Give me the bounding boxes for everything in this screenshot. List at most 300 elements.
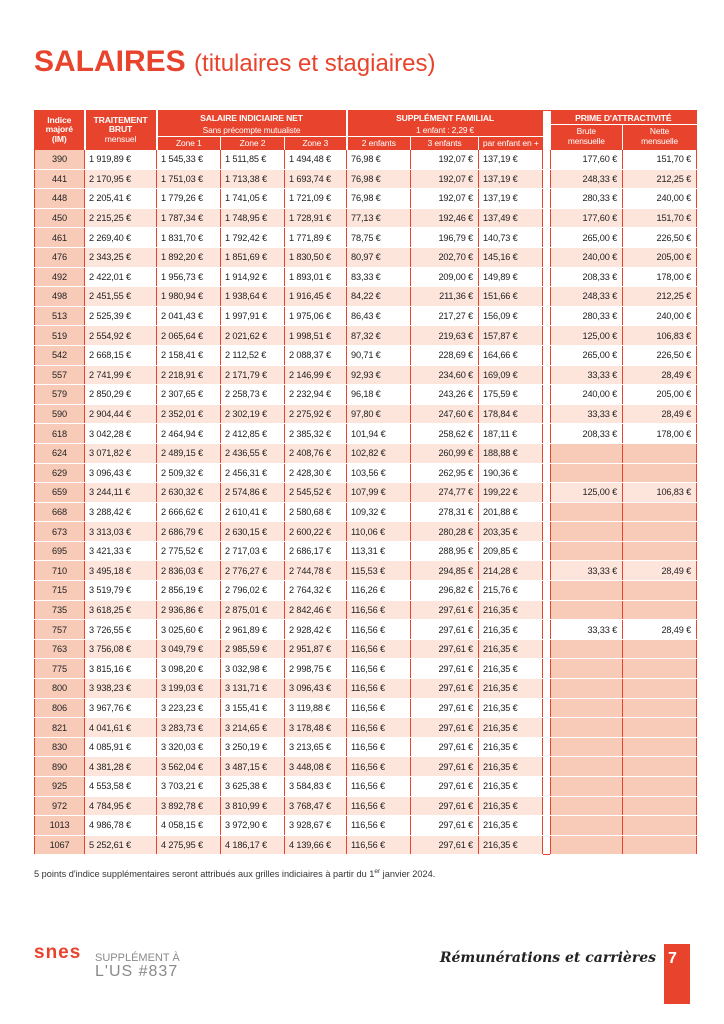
- header-prime: PRIME D'ATTRACTIVITÉ: [551, 111, 697, 125]
- table-row: [35, 424, 697, 444]
- prime-nette-cell: 212,25 €: [623, 287, 697, 307]
- prime-nette-cell: [623, 718, 697, 738]
- zone-2-cell: 1 511,85 €: [221, 150, 285, 170]
- prime-brute-cell: 33,33 €: [551, 561, 623, 581]
- zone-1-cell: 3 199,03 €: [157, 679, 221, 699]
- sft-3-enfants-cell: 297,61 €: [411, 796, 479, 816]
- zone-1-cell: 4 058,15 €: [157, 816, 221, 836]
- prime-nette-cell: [623, 698, 697, 718]
- zone-3-cell: 3 928,67 €: [285, 816, 347, 836]
- table-row: [35, 189, 697, 209]
- sft-par-enfant-cell: 216,35 €: [479, 639, 543, 659]
- sft-2-enfants-cell: 116,56 €: [347, 639, 411, 659]
- sft-2-enfants-cell: 97,80 €: [347, 404, 411, 424]
- prime-nette-cell: 178,00 €: [623, 267, 697, 287]
- zone-2-cell: 2 875,01 €: [221, 600, 285, 620]
- header-zone-2: Zone 2: [221, 136, 285, 150]
- index-cell: 890: [35, 757, 85, 777]
- prime-brute-cell: 248,33 €: [551, 169, 623, 189]
- sft-par-enfant-cell: 216,35 €: [479, 718, 543, 738]
- sft-par-enfant-cell: 137,19 €: [479, 150, 543, 170]
- sft-par-enfant-cell: 187,11 €: [479, 424, 543, 444]
- sft-2-enfants-cell: 109,32 €: [347, 502, 411, 522]
- issue-label: L'US #837: [95, 963, 179, 980]
- traitement-brut-cell: 4 041,61 €: [85, 718, 157, 738]
- zone-3-cell: 1 721,09 €: [285, 189, 347, 209]
- traitement-brut-cell: 5 252,61 €: [85, 835, 157, 855]
- prime-brute-cell: [551, 737, 623, 757]
- sft-3-enfants-cell: 243,26 €: [411, 385, 479, 405]
- traitement-brut-cell: 3 071,82 €: [85, 443, 157, 463]
- spacer-cell: [543, 385, 551, 405]
- sft-par-enfant-cell: 203,35 €: [479, 522, 543, 542]
- zone-2-cell: 3 810,99 €: [221, 796, 285, 816]
- spacer-cell: [543, 522, 551, 542]
- zone-2-cell: 2 412,85 €: [221, 424, 285, 444]
- sft-par-enfant-cell: 137,19 €: [479, 189, 543, 209]
- prime-brute-cell: [551, 816, 623, 836]
- index-cell: 450: [35, 208, 85, 228]
- traitement-brut-cell: 2 741,99 €: [85, 365, 157, 385]
- zone-2-cell: 3 155,41 €: [221, 698, 285, 718]
- traitement-brut-cell: 2 269,40 €: [85, 228, 157, 248]
- spacer-cell: [543, 679, 551, 699]
- prime-brute-cell: [551, 581, 623, 601]
- prime-brute-cell: [551, 463, 623, 483]
- sft-2-enfants-cell: 116,56 €: [347, 659, 411, 679]
- sft-par-enfant-cell: 216,35 €: [479, 659, 543, 679]
- traitement-brut-cell: 3 244,11 €: [85, 483, 157, 503]
- prime-brute-cell: [551, 796, 623, 816]
- traitement-brut-cell: 4 085,91 €: [85, 737, 157, 757]
- index-cell: 659: [35, 483, 85, 503]
- prime-brute-cell: [551, 718, 623, 738]
- zone-3-cell: 2 744,78 €: [285, 561, 347, 581]
- sft-par-enfant-cell: 175,59 €: [479, 385, 543, 405]
- zone-1-cell: 2 509,32 €: [157, 463, 221, 483]
- sft-2-enfants-cell: 80,97 €: [347, 247, 411, 267]
- traitement-brut-cell: 2 170,95 €: [85, 169, 157, 189]
- prime-brute-cell: 208,33 €: [551, 267, 623, 287]
- sft-2-enfants-cell: 116,56 €: [347, 816, 411, 836]
- sft-2-enfants-cell: 103,56 €: [347, 463, 411, 483]
- sft-2-enfants-cell: 116,56 €: [347, 757, 411, 777]
- sft-3-enfants-cell: 294,85 €: [411, 561, 479, 581]
- zone-2-cell: 3 625,38 €: [221, 777, 285, 797]
- zone-3-cell: 2 146,99 €: [285, 365, 347, 385]
- sft-3-enfants-cell: 192,07 €: [411, 150, 479, 170]
- table-row: [35, 757, 697, 777]
- sft-par-enfant-cell: 164,66 €: [479, 345, 543, 365]
- prime-nette-cell: [623, 502, 697, 522]
- zone-1-cell: 2 158,41 €: [157, 345, 221, 365]
- spacer-cell: [543, 541, 551, 561]
- spacer-cell: [543, 581, 551, 601]
- salary-table: [34, 110, 697, 855]
- sft-par-enfant-cell: 145,16 €: [479, 247, 543, 267]
- traitement-brut-cell: 3 288,42 €: [85, 502, 157, 522]
- supplement-label: SUPPLÉMENT À L'US #837: [95, 952, 180, 980]
- table-row: [35, 228, 697, 248]
- zone-3-cell: 3 213,65 €: [285, 737, 347, 757]
- traitement-brut-cell: 2 215,25 €: [85, 208, 157, 228]
- index-cell: 618: [35, 424, 85, 444]
- sft-3-enfants-cell: 192,07 €: [411, 189, 479, 209]
- zone-2-cell: 2 610,41 €: [221, 502, 285, 522]
- sft-2-enfants-cell: 101,94 €: [347, 424, 411, 444]
- prime-brute-cell: 265,00 €: [551, 228, 623, 248]
- prime-nette-cell: 106,83 €: [623, 326, 697, 346]
- zone-1-cell: 2 666,62 €: [157, 502, 221, 522]
- index-cell: 624: [35, 443, 85, 463]
- zone-3-cell: 2 928,42 €: [285, 620, 347, 640]
- prime-nette-cell: [623, 600, 697, 620]
- index-cell: 590: [35, 404, 85, 424]
- index-cell: 513: [35, 306, 85, 326]
- zone-1-cell: 2 041,43 €: [157, 306, 221, 326]
- index-cell: 1067: [35, 835, 85, 855]
- sft-2-enfants-cell: 113,31 €: [347, 541, 411, 561]
- sft-par-enfant-cell: 178,84 €: [479, 404, 543, 424]
- header-gap: [543, 111, 551, 150]
- zone-2-cell: 2 574,86 €: [221, 483, 285, 503]
- zone-3-cell: 1 494,48 €: [285, 150, 347, 170]
- traitement-brut-cell: 2 422,01 €: [85, 267, 157, 287]
- zone-3-cell: 2 580,68 €: [285, 502, 347, 522]
- prime-nette-cell: [623, 796, 697, 816]
- zone-2-cell: 1 748,95 €: [221, 208, 285, 228]
- sft-3-enfants-cell: 288,95 €: [411, 541, 479, 561]
- prime-nette-cell: [623, 679, 697, 699]
- zone-3-cell: 3 119,88 €: [285, 698, 347, 718]
- prime-brute-cell: 240,00 €: [551, 247, 623, 267]
- zone-2-cell: 1 914,92 €: [221, 267, 285, 287]
- sft-2-enfants-cell: 78,75 €: [347, 228, 411, 248]
- prime-nette-cell: [623, 639, 697, 659]
- index-cell: 757: [35, 620, 85, 640]
- index-cell: 806: [35, 698, 85, 718]
- index-cell: 498: [35, 287, 85, 307]
- index-cell: 629: [35, 463, 85, 483]
- sft-3-enfants-cell: 202,70 €: [411, 247, 479, 267]
- spacer-cell: [543, 443, 551, 463]
- prime-brute-cell: 33,33 €: [551, 620, 623, 640]
- sft-2-enfants-cell: 116,56 €: [347, 620, 411, 640]
- sft-par-enfant-cell: 216,35 €: [479, 777, 543, 797]
- zone-1-cell: 1 779,26 €: [157, 189, 221, 209]
- traitement-brut-cell: 3 042,28 €: [85, 424, 157, 444]
- sft-2-enfants-cell: 102,82 €: [347, 443, 411, 463]
- spacer-cell: [543, 737, 551, 757]
- sft-par-enfant-cell: 215,76 €: [479, 581, 543, 601]
- sft-par-enfant-cell: 216,35 €: [479, 816, 543, 836]
- sft-3-enfants-cell: 260,99 €: [411, 443, 479, 463]
- table-row: [35, 777, 697, 797]
- sft-3-enfants-cell: 297,61 €: [411, 737, 479, 757]
- traitement-brut-cell: 2 668,15 €: [85, 345, 157, 365]
- prime-nette-cell: 226,50 €: [623, 345, 697, 365]
- sft-2-enfants-cell: 86,43 €: [347, 306, 411, 326]
- table-row: [35, 150, 697, 170]
- sft-3-enfants-cell: 297,61 €: [411, 620, 479, 640]
- sft-3-enfants-cell: 192,46 €: [411, 208, 479, 228]
- index-cell: 972: [35, 796, 85, 816]
- sft-2-enfants-cell: 116,56 €: [347, 737, 411, 757]
- page-title: [34, 44, 435, 82]
- zone-3-cell: 3 178,48 €: [285, 718, 347, 738]
- header-prime-nette: Nette mensuelle: [623, 125, 697, 150]
- spacer-cell: [543, 796, 551, 816]
- spacer-cell: [543, 287, 551, 307]
- index-cell: 492: [35, 267, 85, 287]
- page-tab: 7: [664, 944, 690, 1004]
- prime-brute-cell: 33,33 €: [551, 404, 623, 424]
- sft-2-enfants-cell: 116,56 €: [347, 718, 411, 738]
- prime-nette-cell: 205,00 €: [623, 385, 697, 405]
- zone-2-cell: 3 032,98 €: [221, 659, 285, 679]
- traitement-brut-cell: 3 096,43 €: [85, 463, 157, 483]
- zone-3-cell: 1 893,01 €: [285, 267, 347, 287]
- sft-2-enfants-cell: 116,56 €: [347, 796, 411, 816]
- sft-2-enfants-cell: 92,93 €: [347, 365, 411, 385]
- spacer-cell: [543, 816, 551, 836]
- prime-nette-cell: [623, 757, 697, 777]
- spacer-cell: [543, 561, 551, 581]
- zone-3-cell: 2 275,92 €: [285, 404, 347, 424]
- table-row: [35, 326, 697, 346]
- prime-brute-cell: 177,60 €: [551, 150, 623, 170]
- prime-brute-cell: [551, 600, 623, 620]
- prime-nette-cell: [623, 541, 697, 561]
- zone-2-cell: 3 131,71 €: [221, 679, 285, 699]
- zone-2-cell: 3 972,90 €: [221, 816, 285, 836]
- header-net: SALAIRE INDICIAIRE NET: [157, 111, 347, 125]
- prime-nette-cell: [623, 443, 697, 463]
- zone-1-cell: 3 049,79 €: [157, 639, 221, 659]
- prime-brute-cell: 33,33 €: [551, 365, 623, 385]
- sft-3-enfants-cell: 192,07 €: [411, 169, 479, 189]
- spacer-cell: [543, 777, 551, 797]
- prime-nette-cell: [623, 816, 697, 836]
- index-cell: 830: [35, 737, 85, 757]
- zone-3-cell: 4 139,66 €: [285, 835, 347, 855]
- zone-2-cell: 2 961,89 €: [221, 620, 285, 640]
- sft-2-enfants-cell: 116,56 €: [347, 835, 411, 855]
- prime-nette-cell: [623, 835, 697, 855]
- prime-brute-cell: 280,33 €: [551, 306, 623, 326]
- index-cell: 476: [35, 247, 85, 267]
- sft-3-enfants-cell: 297,61 €: [411, 659, 479, 679]
- zone-2-cell: 2 630,15 €: [221, 522, 285, 542]
- sft-par-enfant-cell: 216,35 €: [479, 620, 543, 640]
- sft-par-enfant-cell: 169,09 €: [479, 365, 543, 385]
- spacer-cell: [543, 189, 551, 209]
- spacer-cell: [543, 150, 551, 170]
- table-row: [35, 385, 697, 405]
- zone-3-cell: 2 385,32 €: [285, 424, 347, 444]
- traitement-brut-cell: 3 967,76 €: [85, 698, 157, 718]
- zone-2-cell: 1 851,69 €: [221, 247, 285, 267]
- traitement-brut-cell: 1 919,89 €: [85, 150, 157, 170]
- prime-nette-cell: 178,00 €: [623, 424, 697, 444]
- header-sft: SUPPLÉMENT FAMILIAL: [347, 111, 543, 125]
- sft-3-enfants-cell: 296,82 €: [411, 581, 479, 601]
- sft-3-enfants-cell: 297,61 €: [411, 757, 479, 777]
- sft-2-enfants-cell: 116,56 €: [347, 600, 411, 620]
- sft-2-enfants-cell: 116,26 €: [347, 581, 411, 601]
- sft-par-enfant-cell: 149,89 €: [479, 267, 543, 287]
- header-prime-brute: Brute mensuelle: [551, 125, 623, 150]
- zone-3-cell: 2 088,37 €: [285, 345, 347, 365]
- zone-1-cell: 2 218,91 €: [157, 365, 221, 385]
- zone-2-cell: 1 713,38 €: [221, 169, 285, 189]
- sft-par-enfant-cell: 137,49 €: [479, 208, 543, 228]
- footnote: 5 points d'indice supplémentaires seront attribués aux grilles indiciaires à partir du 1er janvier 2024.: [34, 868, 436, 880]
- sft-2-enfants-cell: 87,32 €: [347, 326, 411, 346]
- sft-par-enfant-cell: 214,28 €: [479, 561, 543, 581]
- sft-par-enfant-cell: 216,35 €: [479, 698, 543, 718]
- sft-2-enfants-cell: 83,33 €: [347, 267, 411, 287]
- zone-1-cell: 2 464,94 €: [157, 424, 221, 444]
- spacer-cell: [543, 600, 551, 620]
- zone-3-cell: 1 830,50 €: [285, 247, 347, 267]
- prime-nette-cell: [623, 659, 697, 679]
- traitement-brut-cell: 2 525,39 €: [85, 306, 157, 326]
- prime-nette-cell: [623, 737, 697, 757]
- zone-1-cell: 3 562,04 €: [157, 757, 221, 777]
- prime-nette-cell: 240,00 €: [623, 189, 697, 209]
- traitement-brut-cell: 3 815,16 €: [85, 659, 157, 679]
- prime-brute-cell: 125,00 €: [551, 326, 623, 346]
- sft-par-enfant-cell: 216,35 €: [479, 796, 543, 816]
- prime-brute-cell: [551, 757, 623, 777]
- sft-3-enfants-cell: 217,27 €: [411, 306, 479, 326]
- zone-3-cell: 3 448,08 €: [285, 757, 347, 777]
- zone-2-cell: 1 938,64 €: [221, 287, 285, 307]
- index-cell: 925: [35, 777, 85, 797]
- traitement-brut-cell: 3 756,08 €: [85, 639, 157, 659]
- header-par-enfant: par enfant en +: [479, 136, 543, 150]
- index-cell: 519: [35, 326, 85, 346]
- table-row: [35, 541, 697, 561]
- index-cell: 579: [35, 385, 85, 405]
- spacer-cell: [543, 326, 551, 346]
- index-cell: 695: [35, 541, 85, 561]
- prime-brute-cell: [551, 502, 623, 522]
- zone-3-cell: 1 693,74 €: [285, 169, 347, 189]
- sft-3-enfants-cell: 211,36 €: [411, 287, 479, 307]
- zone-3-cell: 2 951,87 €: [285, 639, 347, 659]
- zone-2-cell: 2 776,27 €: [221, 561, 285, 581]
- prime-brute-cell: [551, 835, 623, 855]
- table-row: [35, 659, 697, 679]
- spacer-cell: [543, 659, 551, 679]
- zone-2-cell: 3 487,15 €: [221, 757, 285, 777]
- sft-2-enfants-cell: 115,53 €: [347, 561, 411, 581]
- sft-3-enfants-cell: 196,79 €: [411, 228, 479, 248]
- header-zone-3: Zone 3: [285, 136, 347, 150]
- zone-2-cell: 1 741,05 €: [221, 189, 285, 209]
- zone-3-cell: 2 686,17 €: [285, 541, 347, 561]
- sft-3-enfants-cell: 274,77 €: [411, 483, 479, 503]
- zone-2-cell: 3 250,19 €: [221, 737, 285, 757]
- index-cell: 448: [35, 189, 85, 209]
- page-title-sub: (titulaires et stagiaires): [194, 50, 436, 77]
- sft-2-enfants-cell: 116,56 €: [347, 698, 411, 718]
- traitement-brut-cell: 4 553,58 €: [85, 777, 157, 797]
- zone-2-cell: 2 112,52 €: [221, 345, 285, 365]
- table-row: [35, 247, 697, 267]
- sft-3-enfants-cell: 297,61 €: [411, 698, 479, 718]
- zone-1-cell: 1 980,94 €: [157, 287, 221, 307]
- header-traitement: TRAITEMENT BRUT mensuel: [85, 111, 157, 150]
- traitement-brut-cell: 3 726,55 €: [85, 620, 157, 640]
- index-cell: 1013: [35, 816, 85, 836]
- traitement-brut-cell: 3 519,79 €: [85, 581, 157, 601]
- index-cell: 775: [35, 659, 85, 679]
- sft-3-enfants-cell: 228,69 €: [411, 345, 479, 365]
- sft-par-enfant-cell: 209,85 €: [479, 541, 543, 561]
- traitement-brut-cell: 2 554,92 €: [85, 326, 157, 346]
- zone-2-cell: 2 302,19 €: [221, 404, 285, 424]
- spacer-cell: [543, 306, 551, 326]
- prime-nette-cell: 151,70 €: [623, 150, 697, 170]
- prime-brute-cell: 280,33 €: [551, 189, 623, 209]
- zone-3-cell: 2 408,76 €: [285, 443, 347, 463]
- traitement-brut-cell: 4 381,28 €: [85, 757, 157, 777]
- sft-par-enfant-cell: 140,73 €: [479, 228, 543, 248]
- sft-3-enfants-cell: 278,31 €: [411, 502, 479, 522]
- zone-3-cell: 3 584,83 €: [285, 777, 347, 797]
- prime-nette-cell: 212,25 €: [623, 169, 697, 189]
- table-row: [35, 404, 697, 424]
- spacer-cell: [543, 228, 551, 248]
- sft-3-enfants-cell: 297,61 €: [411, 600, 479, 620]
- prime-nette-cell: [623, 777, 697, 797]
- zone-2-cell: 2 258,73 €: [221, 385, 285, 405]
- zone-2-cell: 2 171,79 €: [221, 365, 285, 385]
- index-cell: 763: [35, 639, 85, 659]
- zone-2-cell: 2 796,02 €: [221, 581, 285, 601]
- table-row: [35, 581, 697, 601]
- prime-nette-cell: 226,50 €: [623, 228, 697, 248]
- traitement-brut-cell: 2 343,25 €: [85, 247, 157, 267]
- zone-2-cell: 4 186,17 €: [221, 835, 285, 855]
- index-cell: 390: [35, 150, 85, 170]
- zone-3-cell: 1 728,91 €: [285, 208, 347, 228]
- spacer-cell: [543, 169, 551, 189]
- spacer-cell: [543, 463, 551, 483]
- spacer-cell: [543, 835, 551, 855]
- prime-brute-cell: [551, 443, 623, 463]
- table-row: [35, 600, 697, 620]
- prime-brute-cell: [551, 639, 623, 659]
- prime-nette-cell: 28,49 €: [623, 620, 697, 640]
- sft-2-enfants-cell: 76,98 €: [347, 189, 411, 209]
- header-zone-1: Zone 1: [157, 136, 221, 150]
- sft-par-enfant-cell: 201,88 €: [479, 502, 543, 522]
- prime-brute-cell: [551, 541, 623, 561]
- zone-3-cell: 2 232,94 €: [285, 385, 347, 405]
- zone-1-cell: 3 892,78 €: [157, 796, 221, 816]
- prime-brute-cell: [551, 679, 623, 699]
- table-row: [35, 287, 697, 307]
- spacer-cell: [543, 424, 551, 444]
- zone-1-cell: 1 787,34 €: [157, 208, 221, 228]
- sft-3-enfants-cell: 219,63 €: [411, 326, 479, 346]
- prime-nette-cell: [623, 463, 697, 483]
- sft-3-enfants-cell: 209,00 €: [411, 267, 479, 287]
